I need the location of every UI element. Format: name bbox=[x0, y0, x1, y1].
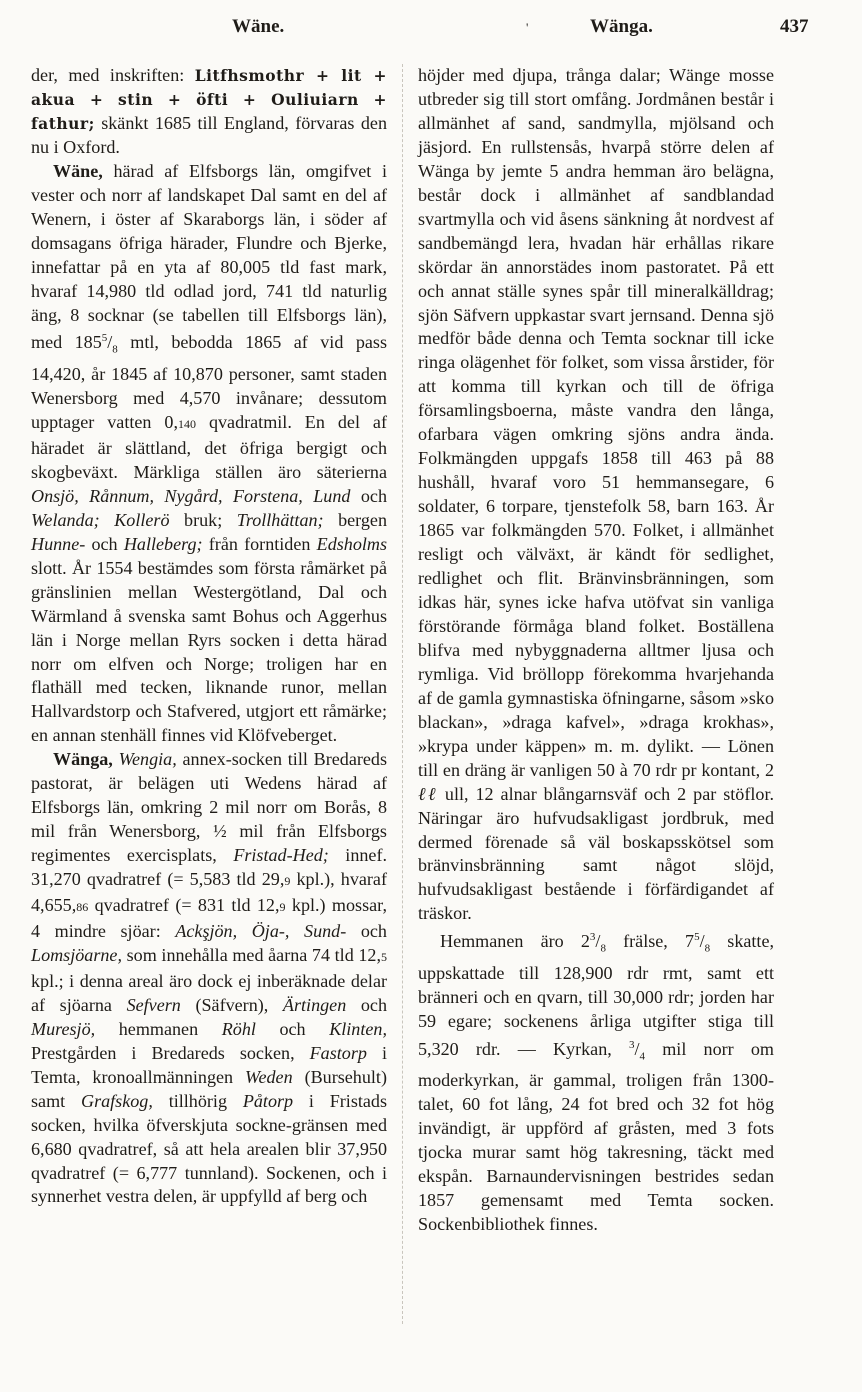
right-column bbox=[418, 64, 774, 1237]
runic-inscription: Litfhsmothr + lit + akua + stin + öfti + Ouliuiarn + fathur; bbox=[31, 66, 387, 133]
runestone-paragraph: der, med inskriften: Litfhsmothr + lit + akua + stin + öfti + Ouliuiarn + fathur; skänkt 1685 till England, förvaras den nu i Oxford. bbox=[31, 65, 387, 157]
wanga-continued-paragraph: höjder med djupa, trånga dalar; Wänge mosse utbreder sig till stort omfång. Jordmånen består i allmänhet af sand, sandmylla, mjölsand och jäsjord. En rullstensås, hvarpå större delen af Wänga by jemte 5 andra hemman äro belägna, består dock i allmänhet af sandblandad svartmylla och vid åsens sänkning åt nordvest af sandbemängd lera, hvadan här erhållas rikare skördar än annorstädes inom pastoratet. På ett och annat ställe synes spår till mineralkälldrag; sjön Säfvern uppkastar svart jernsand. Denna sjö medför både denna och Temta socknar till icke ringa olägenhet för folket, som vissa årstider, för att komma till kyrkan och till de öfriga församlingsboerna, måste vandra den långa, ofarbara vägen omkring sjöns andra ända. Folkmängden uppgafs 1858 till 463 på 88 hushåll, hvaraf voro 51 hemmansegare, 6 soldater, 6 torpare, tjenstefolk 58, barn 163. År 1865 var folkmängden 570. Folket, i allmänhet resligt och välväxt, är kändt för sedlighet, redlighet och flit. Bränvinsbränningen, som idkas här, synes icke hafva utöfvat sin vanliga förstörande förmåga bland folket. Boställena blifva med nybyggnaderna alltmer ljusa och rymliga. Vid bröllopp förekomma hvarjehanda af de gamla gymnastiska öfningarne, såsom »sko blackan», »draga kafvel», »draga krokhas», »krypa under käppen» m. m. dylikt. — Lönen till en dräng är vanligen 50 à 70 rdr pr kontant, 2 ℓℓ ull, 12 alnar blångarnsväf och 2 par stöflor. Näringar äro hufvudsakligast jordbruk, med dermed förenade så väl boskapsskötsel som bränvinsbränning samt något slöjd, hufvudsakligast bestående i förfärdigandet af träskor. bbox=[418, 65, 775, 924]
header-right-title: Wänga. bbox=[590, 16, 653, 37]
headword-wane: Wäne, bbox=[53, 160, 103, 181]
hemmanen-paragraph: Hemmanen äro $2^3/_8$ frälse, $7^5/_8$ skatte, uppskattade till 128,900 rdr rmt, samt ett bränneri och en qvarn, till 30,000 rdr; jorden har 59 egare; sockenens årliga utgifter stiga till 5,320 rdr. — Kyrkan, $^3/_4$ mil norr om moderkyrkan, är gammal, troligen från 1300-talet, 60 fot lång, 24 fot bred och 32 fot hög invändigt, är uppförd af gråsten, med 3 fots tjocka murar samt hög takresning, täckt med ekspån. Barnaundervisningen bestrides sedan 1857 gemensamt med Temta socken. Sockenbibliothek finnes. bbox=[418, 931, 775, 1235]
entry-wane: Wäne, härad af Elfsborgs län, omgifvet i vester och norr af landskapet Dal samt en del af Wenern, i öster af Skaraborgs län, i söder af domsagans öfriga härader, Flundre och Bjerke, innefattar på en yta af 80,005 tld fast mark, hvaraf 14,980 tld odlad jord, 741 tld naturlig äng, 8 socknar (se tabellen till Elfsborgs län), med $185^5/_8$ mtl, bebodda 1865 af vid pass 14,420, år 1845 af 10,870 personer, samt staden Wenersborg med 4,570 invånare; dessutom upptager vatten 0,140 qvadratmil. En del af häradet är slättland, det öfriga bergigt och skogbeväxt. Märkliga ställen äro säterierna Onsjö, Rånnum, Nygård, Forstena, Lund och Welanda; Kollerö bruk; Trollhättan; bergen Hunne- och Halleberg; från forntiden Edsholms slott. År 1554 bestämdes som första råmärket på gränslinien mellan Westergötland, Dal och Wärmland å svenska samt Bohus och Aggerhus län i Norge mellan Ryrs socken i detta härad norr om elfven och Norge; troligen har en flathäll med tecken, liknande runor, mellan Hallvardstorp och Stafvered, utgjort ett råmärke; en annan stenhäll finnes vid Klöfveberget. bbox=[31, 160, 388, 746]
page-number: 437 bbox=[780, 16, 809, 37]
header-left-title: Wäne. bbox=[232, 16, 285, 37]
column-divider bbox=[402, 64, 403, 1324]
left-column bbox=[31, 64, 387, 1209]
headword-wanga: Wänga, bbox=[53, 749, 113, 770]
running-header bbox=[0, 0, 862, 50]
header-mark: ' bbox=[526, 20, 529, 35]
entry-wanga: Wänga, Wengia, annex-socken till Bredareds pastorat, är belägen uti Wedens härad af Elfsborgs län, omkring 2 mil norr om Borås, 8 mil från Wenersborg, ½ mil från Elfsborgs regimentes exercisplats, Fristad-Hed; innef. 31,270 qvadratref (= 5,583 tld 29,9 kpl.), hvaraf 4,655,86 qvadratref (= 831 tld 12,9 kpl.) mossar, 4 mindre sjöar: Ackşjön, Öja-, Sund- och Lomsjöarne, som innehålla med åarna 74 tld 12,5 kpl.; i denna areal äro dock ej inberäknade delar af sjöarna Sefvern (Säfvern), Ärtingen och Muresjö, hemmanen Röhl och Klinten, Prestgården i Bredareds socken, Fastorp i Temta, kronoallmänningen Weden (Bursehult) samt Grafskog, tillhörig Påtorp i Fristads socken, hvilka öfverskjuta sockne-gränsen med 6,680 qvadratref, så att hela arealen blir 37,950 qvadratref (= 6,777 tunnland). Sockenen, och i synnerhet vestra delen, är uppfylld af berg och bbox=[31, 749, 388, 1207]
